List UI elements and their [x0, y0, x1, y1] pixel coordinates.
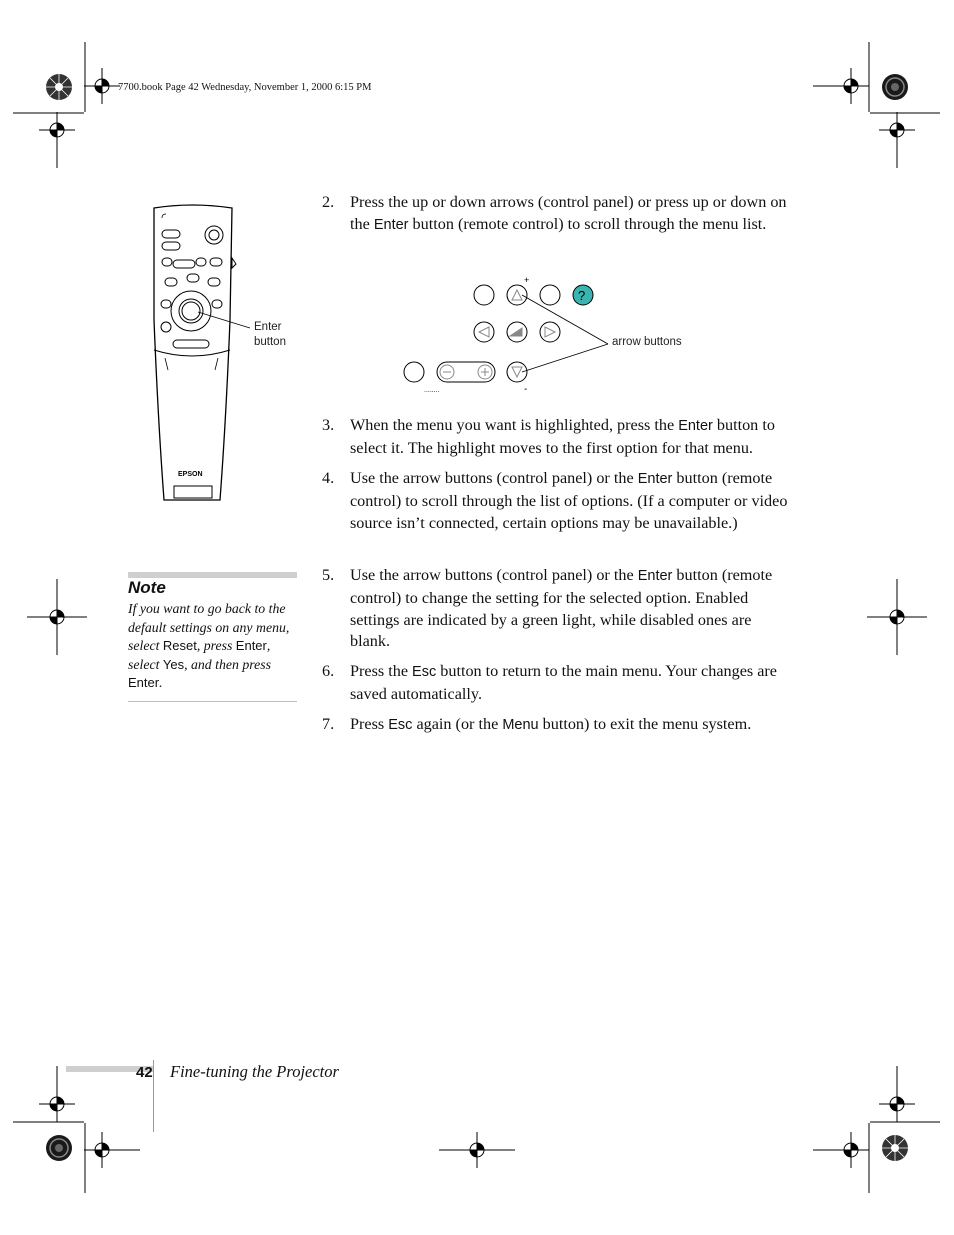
step-text: Use the arrow buttons (control panel) or the Enter button (remote control) to scroll through the list of options. (If a computer or video source isn’t connected, certain options may be unavailable.) [350, 469, 788, 532]
note-title: Note [128, 578, 166, 597]
note-body: If you want to go back to the default settings on any menu, select Reset, press Enter, select Yes, and then press Enter. [128, 601, 290, 691]
remote-brand-logo: EPSON [178, 471, 203, 478]
step-number: 4. [322, 469, 335, 487]
step-7 [322, 714, 792, 738]
chapter-title: Fine-tuning the Projector [170, 1062, 339, 1081]
plus-mark: + [524, 275, 530, 285]
minus-mark: - [524, 384, 528, 395]
step-text: Use the arrow buttons (control panel) or the Enter button (remote control) to change the setting for the selected option. Enabled settings are indicated by a green light, while disabled ones are blank. [350, 566, 773, 651]
step-number: 7. [322, 715, 335, 733]
dotted-label: ........ [424, 387, 440, 394]
step-number: 3. [322, 416, 335, 434]
footer-divider [153, 1060, 154, 1132]
arrow-buttons-callout: arrow buttons [612, 336, 682, 348]
step-3 [322, 415, 792, 459]
step-text: Press the up or down arrows (control panel) or press up or down on the Enter button (remote control) to scroll through the menu list. [350, 193, 787, 233]
note-rule-bottom [128, 701, 297, 702]
book-info-header: 7700.book Page 42 Wednesday, November 1, 2000 6:15 PM [118, 82, 372, 93]
enter-button-callout [254, 320, 286, 350]
step-number: 2. [322, 193, 335, 211]
step-text: When the menu you want is highlighted, press the Enter button to select it. The highlight moves to the first option for that menu. [350, 416, 775, 457]
step-text: Press Esc again (or the Menu button) to exit the menu system. [350, 715, 752, 733]
step-6 [322, 661, 792, 705]
remote-control-illustration [140, 200, 320, 500]
enter-callout-line1: Enter [254, 321, 282, 333]
help-button-glyph: ? [578, 288, 586, 303]
page-number: 42 [136, 1064, 153, 1081]
step-text: Press the Esc button to return to the main menu. Your changes are saved automatically. [350, 662, 777, 703]
step-4 [322, 468, 792, 556]
step-5 [322, 565, 792, 653]
step-number: 5. [322, 566, 335, 584]
enter-callout-line2: button [254, 336, 286, 348]
control-panel-illustration [396, 272, 696, 395]
step-2 [322, 192, 792, 258]
step-number: 6. [322, 662, 335, 680]
